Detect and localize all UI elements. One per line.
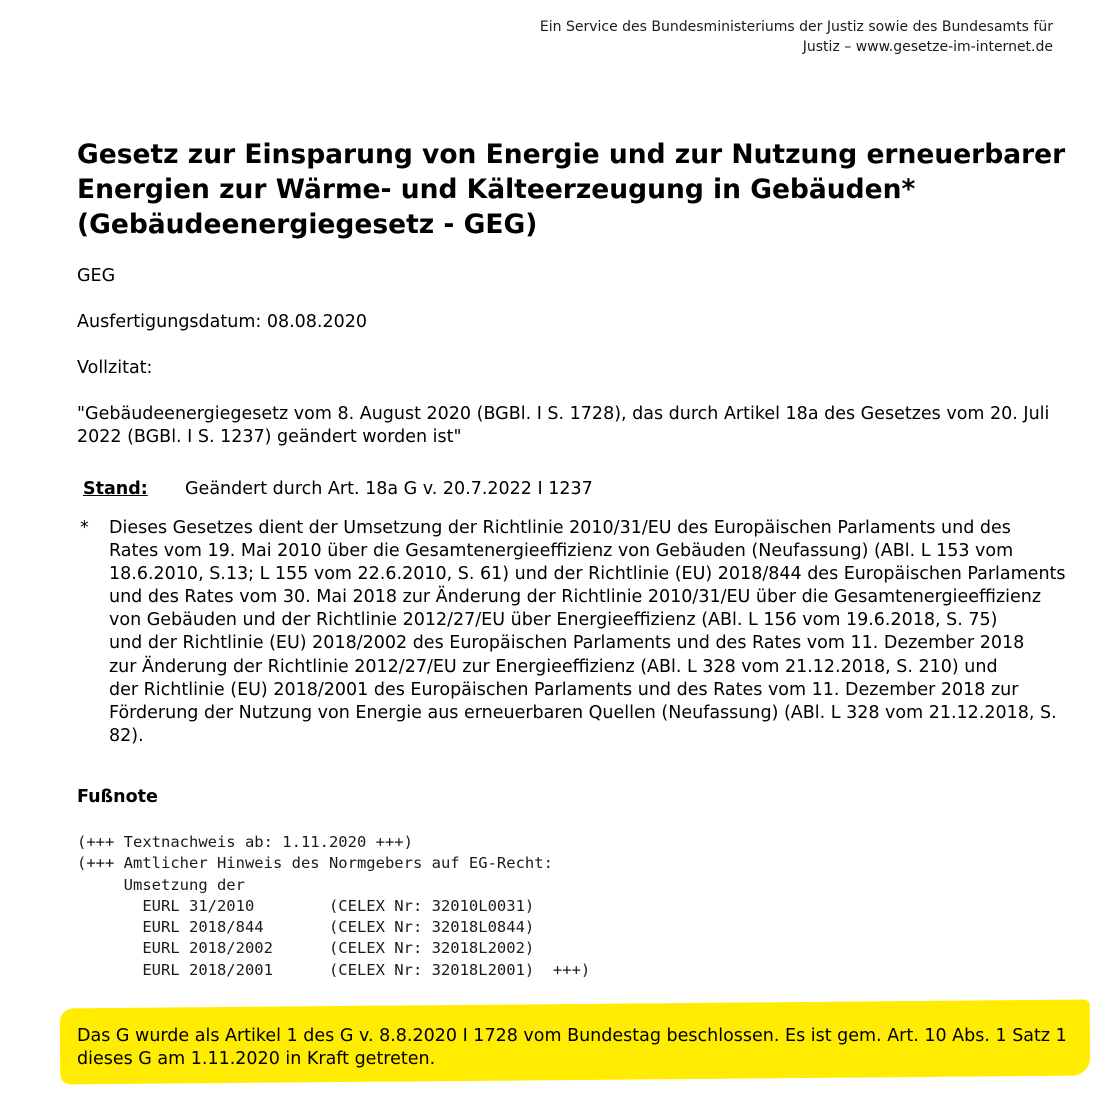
service-line-1: Ein Service des Bundesministeriums der Justiz sowie des Bundesamts für bbox=[539, 19, 1053, 35]
note-line: der Richtlinie (EU) 2018/2001 des Europäischen Parlaments und des Rates vom 11. Dezember 2018 zur bbox=[109, 679, 1019, 700]
footnote-marker: * bbox=[80, 518, 89, 538]
note-line: 82). bbox=[109, 725, 144, 746]
mono-line: EURL 2018/2002 (CELEX Nr: 32018L2002) bbox=[77, 939, 535, 958]
title-line-1: Gesetz zur Einsparung von Energie und zur Nutzung erneuerbarer bbox=[77, 139, 1066, 170]
title-line-2: Energien zur Wärme- und Kälteerzeugung in Gebäuden* bbox=[77, 174, 916, 205]
service-notice bbox=[540, 17, 1053, 57]
stand-label: Stand: bbox=[83, 479, 148, 499]
note-line: und des Rates vom 30. Mai 2018 zur Änderung der Richtlinie 2010/31/EU über die Gesamtenergieeffizienz bbox=[109, 587, 1042, 608]
abbreviation: GEG bbox=[77, 266, 116, 286]
title-line-3: (Gebäudeenergiegesetz - GEG) bbox=[77, 209, 538, 240]
ausfertigungsdatum: Ausfertigungsdatum: 08.08.2020 bbox=[77, 312, 368, 332]
fussnote-monospace-block bbox=[77, 832, 590, 981]
note-line: 18.6.2010, S.13; L 155 vom 22.6.2010, S. 61) und der Richtlinie (EU) 2018/844 des Europäischen Parlaments bbox=[109, 564, 1066, 585]
mono-line: (+++ Amtlicher Hinweis des Normgebers auf EG-Recht: bbox=[77, 854, 553, 873]
mono-line: (+++ Textnachweis ab: 1.11.2020 +++) bbox=[77, 833, 413, 851]
vollzitat-line-1: "Gebäudeenergiegesetz vom 8. August 2020 (BGBl. I S. 1728), das durch Artikel 18a des Gesetzes vom 20. Juli bbox=[77, 404, 1050, 424]
note-line: Dieses Gesetzes dient der Umsetzung der Richtlinie 2010/31/EU des Europäischen Parlaments und des bbox=[109, 518, 1011, 538]
note-line: Förderung der Nutzung von Energie aus erneuerbaren Quellen (Neufassung) (ABl. L 328 vom 21.12.2018, S. bbox=[109, 702, 1057, 723]
mono-line: EURL 31/2010 (CELEX Nr: 32010L0031) bbox=[77, 896, 535, 915]
vollzitat-label: Vollzitat: bbox=[77, 358, 153, 378]
mono-line: Umsetzung der bbox=[77, 875, 245, 894]
service-line-2: Justiz – www.gesetze-im-internet.de bbox=[802, 39, 1053, 55]
mono-line: EURL 2018/844 (CELEX Nr: 32018L0844) bbox=[77, 918, 535, 937]
note-line: von Gebäuden und der Richtlinie 2012/27/EU über Energieeffizienz (ABl. L 156 vom 19.6.2018, S. 75) bbox=[109, 610, 998, 631]
note-line: und der Richtlinie (EU) 2018/2002 des Europäischen Parlaments und des Rates vom 11. Dezember 2018 bbox=[109, 633, 1025, 654]
final-line-1: Das G wurde als Artikel 1 des G v. 8.8.2020 I 1728 vom Bundestag beschlossen. Es ist gem. Art. 10 Abs. 1 Satz 1 bbox=[77, 1026, 1067, 1046]
stand-value: Geändert durch Art. 18a G v. 20.7.2022 I 1237 bbox=[185, 479, 593, 499]
mono-line: EURL 2018/2001 (CELEX Nr: 32018L2001) +++) bbox=[77, 960, 591, 979]
note-line: zur Änderung der Richtlinie 2012/27/EU zur Energieeffizienz (ABl. L 328 vom 21.12.2018, S. 210) und bbox=[109, 656, 998, 677]
final-line-2: dieses G am 1.11.2020 in Kraft getreten. bbox=[77, 1049, 436, 1069]
entry-into-force-note bbox=[77, 1025, 1067, 1071]
vollzitat-line-2: 2022 (BGBl. I S. 1237) geändert worden ist" bbox=[77, 427, 462, 447]
law-title bbox=[77, 137, 1087, 242]
fussnote-heading: Fußnote bbox=[77, 787, 158, 807]
vollzitat-text bbox=[77, 403, 1049, 449]
directive-note bbox=[109, 517, 1066, 748]
note-line: Rates vom 19. Mai 2010 über die Gesamtenergieeffizienz von Gebäuden (Neufassung) (ABl. L 153 vom bbox=[109, 541, 1014, 562]
